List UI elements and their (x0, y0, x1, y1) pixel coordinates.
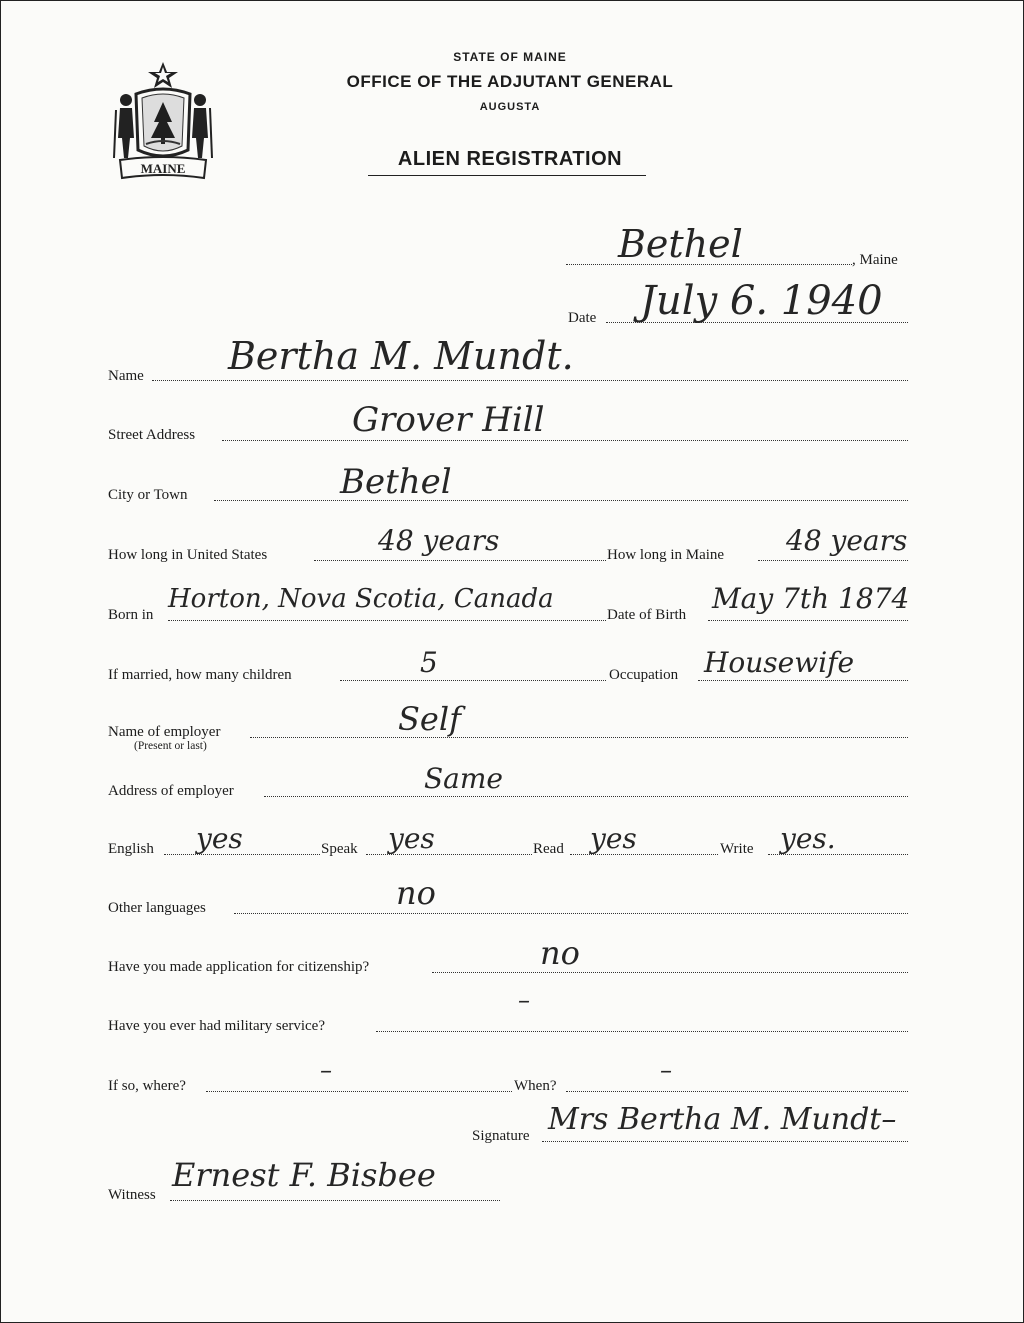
children-label: If married, how many children (108, 667, 292, 683)
how-long-us-entry: 48 years (378, 524, 500, 557)
witness-line (170, 1200, 500, 1201)
dob-line (708, 620, 908, 621)
children-entry: 5 (420, 646, 438, 679)
citizenship-label: Have you made application for citizenship? (108, 959, 370, 975)
form-title: ALIEN REGISTRATION (397, 148, 623, 170)
town-entry: Bethel (618, 222, 743, 266)
write-label: Write (720, 841, 754, 857)
when-line (566, 1091, 908, 1092)
employer-label: Name of employer (108, 724, 221, 740)
employer-line (250, 737, 908, 738)
employer-address-line (264, 796, 908, 797)
how-long-maine-line (758, 560, 908, 561)
employer-note: (Present or last) (134, 740, 207, 752)
employer-address-entry: Same (424, 762, 503, 795)
signature-entry: Mrs Bertha M. Mundt– (548, 1102, 897, 1137)
military-label: Have you ever had military service? (108, 1018, 325, 1034)
citizenship-line (432, 972, 908, 973)
city-heading: AUGUSTA (479, 101, 541, 113)
street-entry: Grover Hill (352, 400, 545, 440)
employer-address-label: Address of employer (108, 783, 234, 799)
when-label: When? (514, 1078, 557, 1094)
name-label: Name (108, 368, 144, 384)
military-entry: – (518, 986, 530, 1014)
seal-banner-text: MAINE (140, 161, 186, 176)
city-label: City or Town (108, 487, 188, 503)
occupation-entry: Housewife (704, 646, 855, 679)
street-line (222, 440, 908, 441)
employer-entry: Self (398, 700, 461, 738)
military-line (376, 1031, 908, 1032)
dob-entry: May 7th 1874 (712, 582, 910, 615)
city-line (214, 500, 908, 501)
other-languages-label: Other languages (108, 900, 206, 916)
read-entry: yes (590, 822, 637, 855)
maine-state-seal (108, 58, 218, 186)
other-languages-entry: no (396, 874, 436, 912)
citizenship-entry: no (540, 934, 580, 972)
street-label: Street Address (108, 427, 196, 443)
city-entry: Bethel (340, 462, 452, 502)
occupation-label: Occupation (609, 667, 679, 683)
english-label: English (108, 841, 154, 857)
how-long-us-label: How long in United States (108, 547, 268, 563)
children-line (340, 680, 606, 681)
maine-label: , Maine (852, 252, 898, 268)
english-entry: yes (196, 822, 243, 855)
other-languages-line (234, 913, 908, 914)
where-entry: – (320, 1056, 332, 1084)
name-entry: Bertha M. Mundt. (228, 334, 574, 378)
date-entry: July 6. 1940 (640, 278, 883, 324)
signature-line (542, 1141, 908, 1142)
speak-entry: yes (388, 822, 435, 855)
how-long-maine-entry: 48 years (786, 524, 908, 557)
born-in-line (168, 620, 606, 621)
office-heading: OFFICE OF THE ADJUTANT GENERAL (346, 72, 674, 91)
speak-label: Speak (321, 841, 358, 857)
born-in-label: Born in (108, 607, 154, 623)
how-long-maine-label: How long in Maine (607, 547, 725, 563)
state-heading: STATE OF MAINE (453, 50, 567, 64)
where-line (206, 1091, 512, 1092)
read-label: Read (533, 841, 564, 857)
name-line (152, 380, 908, 381)
where-label: If so, where? (108, 1078, 186, 1094)
how-long-us-line (314, 560, 606, 561)
dob-label: Date of Birth (607, 607, 687, 623)
write-entry: yes. (780, 822, 836, 855)
when-entry: – (660, 1056, 672, 1084)
born-in-entry: Horton, Nova Scotia, Canada (168, 584, 554, 614)
occupation-line (698, 680, 908, 681)
title-underline (368, 175, 646, 176)
signature-label: Signature (472, 1128, 530, 1144)
witness-label: Witness (108, 1187, 156, 1203)
witness-entry: Ernest F. Bisbee (172, 1156, 436, 1194)
date-label: Date (568, 310, 597, 326)
